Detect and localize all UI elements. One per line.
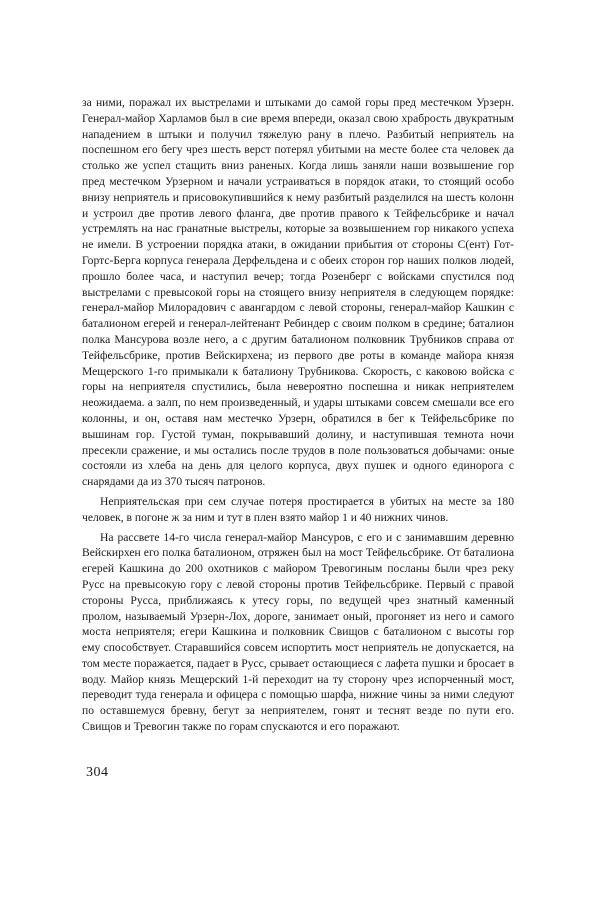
page-body	[82, 95, 514, 735]
paragraph-2: Неприятельская при сем случае потеря простирается в убитых на месте за 180 человек, в погоне ж за ним и тут в плен взято майор 1 и 40 нижних чинов.	[82, 494, 514, 524]
paragraph-1: за ними, поражал их выстрелами и штыками до самой горы пред местечком Урзерн. Генерал-майор Харламов был в сие время впереди, оказал свою храбрость двукратным нападением в штыки и получил тяжелую рану в плечо. Разбитый неприятель на поспешном его бегу чрез шесть верст потерял убитыми на месте более ста человек да столько же успел стащить вниз раненых. Когда лишь заняли наши возвышение гор пред местечком Урзерном и начали устраиваться в порядок атаки, то стоящий особо внизу неприятель и присовокупившийся к нему разбитый разделился на шесть колонн и устроил две против левого фланга, две против правого к Тейфельсбрике и начал устремлять на нас гранатные выстрелы, которые за возвышением гор никакого успеха не имели. В устроении порядка атаки, в ожидании прибытия от стороны С(ент) Гот-Гортс-Берга корпуса генерала Дерфельдена и с обеих сторон гор наших полков людей, прошло более часа, и наступил вечер; тогда Розенберг с войсками спустился под выстрелами с превысокой горы на стоящего внизу неприятеля в следующем порядке: генерал-майор Милорадович с авангардом с левой стороны, генерал-майор Кашкин с баталионом егерей и генерал-лейтенант Ребиндер с своим полком в средине; баталион полка Мансурова возле него, а с другим баталионом полковник Трубников справа от Тейфельсбрике, против Вейскирхена; из первого две роты в команде майора князя Мещерского 1-го примыкали к баталиону Трубникова. Скорость, с каковою войска с горы на неприятеля спустились, была невероятно поспешна и никак неприятелем неожидаема. а залп, по нем произведенный, и удары штыками совсем смешали все его колонны, и он, оставя нам местечко Урзерн, обратился в бег к Тейфельсбрике по вышинам гор. Густой туман, покрывавший долину, и наступившая темнота ночи пресекли сражение, и мы остались после трудов в поле пользоваться добычами: оные состояли из хлеба на день для целого корпуса, двух пушек и одного единорога с снарядами да из 370 тысяч патронов.	[82, 96, 514, 489]
paragraph-3: На рассвете 14-го числа генерал-майор Мансуров, с его и с занимавшим деревню Вейскирхен его полка баталионом, отряжен был на мост Тейфельсбрике. От баталиона егерей Кашкина до 200 охотников с майором Тревогиным посланы были чрез реку Русс на превысокую гору с левой стороны против Тейфельсбрике. Первый с правой стороны Русса, приближаясь к утесу горы, по ведущей чрез знатный каменный пролом, называемый Урзерн-Лох, дороге, занимает оный, прогоняет из него и самого моста неприятеля; егери Кашкина и полковник Свищов с баталионом с высоты гор ему способствует. Старавшийся совсем испортить мост неприятель не допускается, на том месте поражается, падает в Русс, срывает остающиеся с лафета пушки и бросает в воду. Майор князь Мещерский 1-й переходит на ту сторону чрез испорченный мост, переводит туда генерала и офицера с помощью шарфа, нижние чины за ними следуют по оставшемуся бревну, бегут за неприятелем, гонят и теснят везде по пути его. Свищов и Тревогин также по горам спускаются и его поражают.	[82, 530, 514, 734]
page-number: 304	[86, 765, 109, 780]
